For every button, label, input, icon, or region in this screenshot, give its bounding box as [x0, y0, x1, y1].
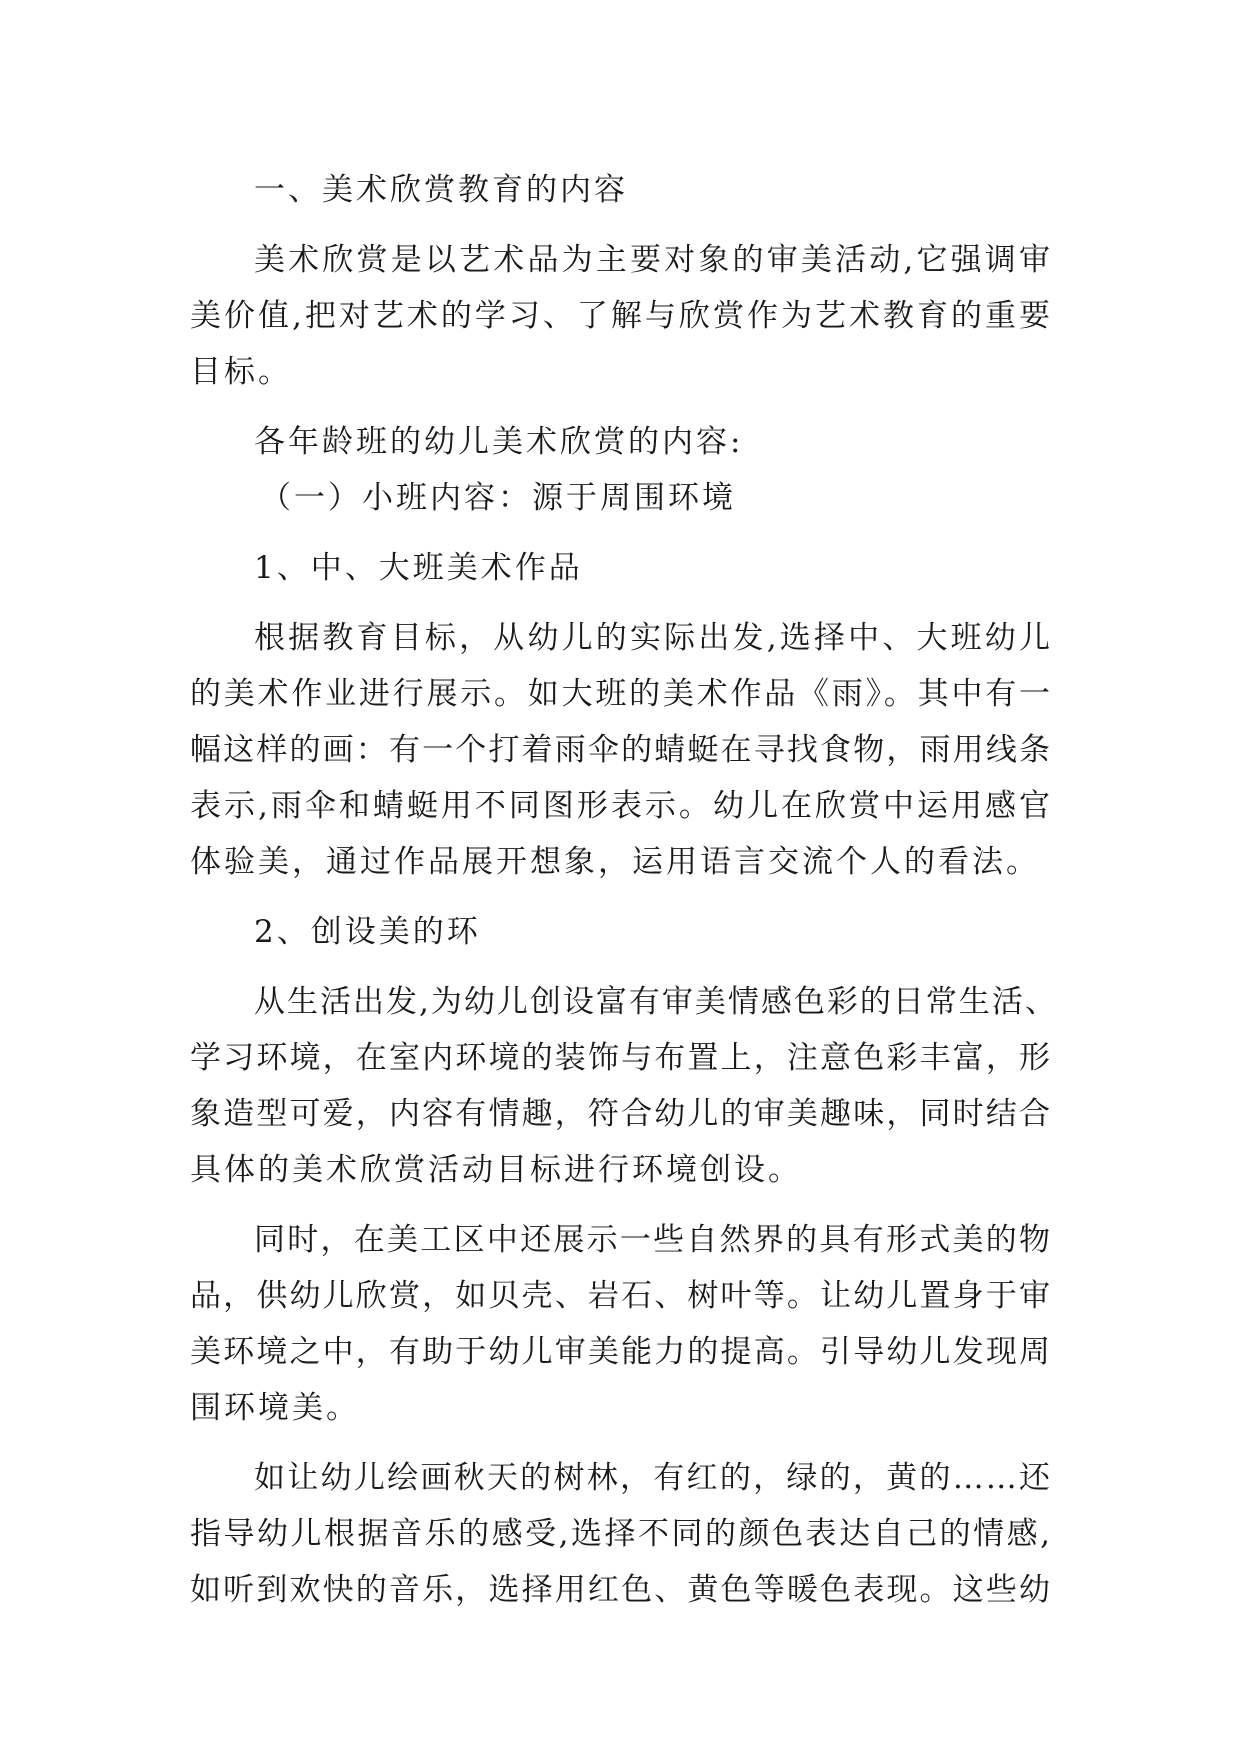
paragraph-line: 围环境美。	[190, 1390, 360, 1426]
paragraph-line: 目标。	[190, 354, 292, 390]
paragraph-line: 学习环境，在室内环境的装饰与布置上，注意色彩丰富，形	[190, 1040, 1052, 1076]
paragraph-line: 如让幼儿绘画秋天的树林，有红的，绿的，黄的……还	[254, 1460, 1052, 1496]
paragraph-line: 同时，在美工区中还展示一些自然界的具有形式美的物	[254, 1222, 1052, 1258]
paragraph-line: 幅这样的画：有一个打着雨伞的蜻蜓在寻找食物，雨用线条	[190, 732, 1052, 768]
subsection-heading: （一）小班内容：源于周围环境	[260, 480, 736, 516]
paragraph-line: 美环境之中，有助于幼儿审美能力的提高。引导幼儿发现周	[190, 1334, 1052, 1370]
paragraph-line: 美价值,把对艺术的学习、了解与欣赏作为艺术教育的重要	[190, 298, 1052, 334]
paragraph-line: 象造型可爱，内容有情趣，符合幼儿的审美趣味，同时结合	[190, 1096, 1052, 1132]
paragraph-line: 具体的美术欣赏活动目标进行环境创设。	[190, 1152, 802, 1188]
paragraph-line: 从生活出发,为幼儿创设富有审美情感色彩的日常生活、	[254, 984, 1058, 1020]
paragraph-line: 美术欣赏是以艺术品为主要对象的审美活动,它强调审	[254, 242, 1052, 278]
section-heading: 一、美术欣赏教育的内容	[254, 172, 628, 208]
paragraph-line: 指导幼儿根据音乐的感受,选择不同的颜色表达自己的情感,	[190, 1516, 1052, 1552]
paragraph-line: 如听到欢快的音乐，选择用红色、黄色等暖色表现。这些幼	[190, 1572, 1052, 1608]
subsection-heading: 1、中、大班美术作品	[254, 550, 583, 586]
document-page	[190, 162, 1058, 1618]
subsection-heading: 2、创设美的环	[254, 914, 481, 950]
paragraph-line: 根据教育目标，从幼儿的实际出发,选择中、大班幼儿	[254, 620, 1052, 656]
paragraph-line: 品，供幼儿欣赏，如贝壳、岩石、树叶等。让幼儿置身于审	[190, 1278, 1052, 1314]
paragraph-line: 表示,雨伞和蜻蜓用不同图形表示。幼儿在欣赏中运用感官	[190, 788, 1052, 824]
paragraph-line: 体验美，通过作品展开想象，运用语言交流个人的看法。	[190, 844, 1040, 880]
paragraph-line: 的美术作业进行展示。如大班的美术作品《雨》。其中有一	[190, 676, 1052, 712]
paragraph-line: 各年龄班的幼儿美术欣赏的内容:	[254, 424, 744, 460]
